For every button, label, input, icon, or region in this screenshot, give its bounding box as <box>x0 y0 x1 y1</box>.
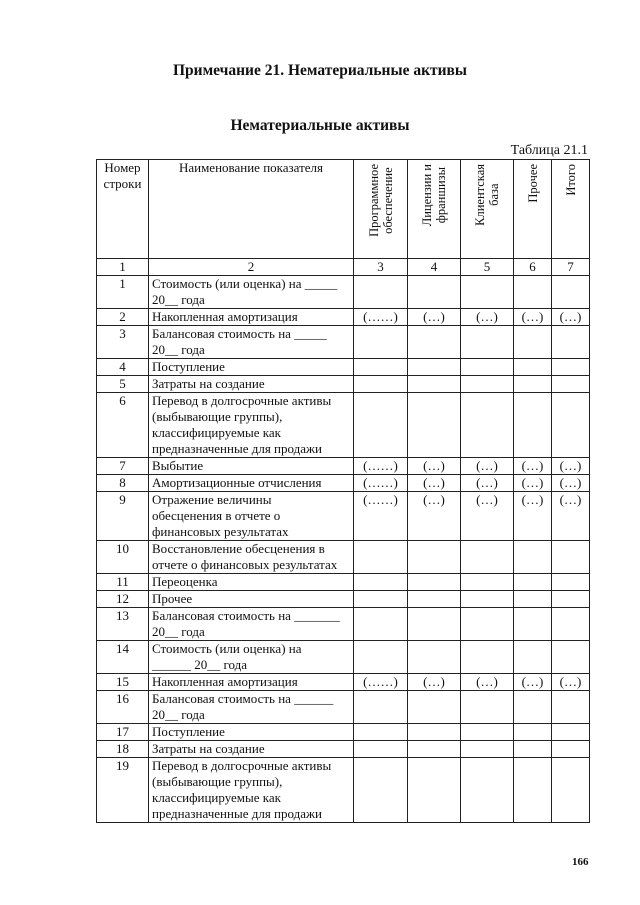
value-cell: (…) <box>514 458 552 475</box>
indicator-label-cell: Восстановление обесценения в отчете о финансовых результатах <box>149 541 354 574</box>
indicator-label-cell: Прочее <box>149 591 354 608</box>
row-number-cell: 9 <box>97 492 149 541</box>
value-cell <box>461 359 514 376</box>
value-cell <box>461 641 514 674</box>
value-cell <box>461 758 514 823</box>
value-cell <box>514 359 552 376</box>
value-cell: (…) <box>461 475 514 492</box>
indicator-label-cell: Затраты на создание <box>149 376 354 393</box>
column-index-cell: 6 <box>514 259 552 276</box>
value-cell: (……) <box>354 458 408 475</box>
indicator-label-cell: Стоимость (или оценка) на _____ 20__ года <box>149 276 354 309</box>
value-cell <box>354 641 408 674</box>
row-number-cell: 12 <box>97 591 149 608</box>
value-cell: (……) <box>354 674 408 691</box>
row-number-cell: 14 <box>97 641 149 674</box>
value-cell <box>552 359 590 376</box>
row-number-cell: 16 <box>97 691 149 724</box>
value-cell <box>552 741 590 758</box>
value-cell <box>461 691 514 724</box>
value-cell: (…) <box>408 309 461 326</box>
section-title: Нематериальные активы <box>230 117 410 134</box>
col-header-software-label: Программное обеспечение <box>366 164 395 237</box>
row-number-cell: 7 <box>97 458 149 475</box>
value-cell: (…) <box>408 492 461 541</box>
value-cell <box>461 591 514 608</box>
row-number-cell: 3 <box>97 326 149 359</box>
value-cell <box>354 574 408 591</box>
value-cell <box>354 741 408 758</box>
column-index-cell: 4 <box>408 259 461 276</box>
table-caption: Таблица 21.1 <box>510 143 588 158</box>
value-cell <box>514 376 552 393</box>
value-cell: (…) <box>461 458 514 475</box>
indicator-label-cell: Перевод в долгосрочные активы (выбывающие группы), классифицируемые как предназначенные для продажи <box>149 393 354 458</box>
value-cell <box>514 641 552 674</box>
value-cell <box>514 393 552 458</box>
value-cell: (…) <box>461 492 514 541</box>
col-header-software <box>354 160 408 259</box>
value-cell <box>514 276 552 309</box>
value-cell: (…) <box>552 309 590 326</box>
value-cell <box>461 541 514 574</box>
indicator-label-cell: Балансовая стоимость на _______ 20__ года <box>149 608 354 641</box>
intangible-assets-table <box>96 159 590 823</box>
row-number-cell: 4 <box>97 359 149 376</box>
value-cell <box>408 541 461 574</box>
table-row <box>97 724 590 741</box>
value-cell <box>408 359 461 376</box>
column-index-cell: 1 <box>97 259 149 276</box>
col-header-total <box>552 160 590 259</box>
row-number-cell: 11 <box>97 574 149 591</box>
table-row <box>97 359 590 376</box>
table-row <box>97 574 590 591</box>
value-cell: (…) <box>552 475 590 492</box>
indicator-label-cell: Стоимость (или оценка) на ______ 20__ года <box>149 641 354 674</box>
row-number-cell: 2 <box>97 309 149 326</box>
table-row <box>97 741 590 758</box>
column-index-cell: 7 <box>552 259 590 276</box>
table-row <box>97 376 590 393</box>
indicator-label-cell: Затраты на создание <box>149 741 354 758</box>
value-cell: (…) <box>552 458 590 475</box>
value-cell: (……) <box>354 492 408 541</box>
table-row <box>97 591 590 608</box>
value-cell <box>408 276 461 309</box>
value-cell <box>514 724 552 741</box>
row-number-cell: 8 <box>97 475 149 492</box>
value-cell <box>354 724 408 741</box>
table-row <box>97 674 590 691</box>
row-number-cell: 15 <box>97 674 149 691</box>
value-cell <box>354 393 408 458</box>
value-cell <box>552 591 590 608</box>
value-cell <box>461 741 514 758</box>
value-cell <box>408 376 461 393</box>
value-cell <box>354 691 408 724</box>
value-cell <box>461 276 514 309</box>
col-header-row-number: Номер строки <box>97 160 149 259</box>
value-cell <box>514 326 552 359</box>
table-row <box>97 475 590 492</box>
value-cell <box>552 393 590 458</box>
table-row <box>97 276 590 309</box>
indicator-label-cell: Переоценка <box>149 574 354 591</box>
value-cell: (…) <box>552 674 590 691</box>
value-cell <box>354 541 408 574</box>
indicator-label-cell: Балансовая стоимость на ______ 20__ года <box>149 691 354 724</box>
value-cell <box>514 608 552 641</box>
row-number-cell: 10 <box>97 541 149 574</box>
row-number-cell: 1 <box>97 276 149 309</box>
value-cell <box>408 608 461 641</box>
value-cell: (…) <box>514 309 552 326</box>
value-cell <box>354 276 408 309</box>
value-cell <box>514 541 552 574</box>
table-row <box>97 309 590 326</box>
column-index-cell: 2 <box>149 259 354 276</box>
value-cell <box>408 724 461 741</box>
value-cell <box>552 608 590 641</box>
col-header-client-base <box>461 160 514 259</box>
value-cell: (…) <box>408 458 461 475</box>
value-cell <box>408 326 461 359</box>
note-title: Примечание 21. Нематериальные активы <box>172 62 468 79</box>
row-number-cell: 17 <box>97 724 149 741</box>
col-header-indicator: Наименование показателя <box>149 160 354 259</box>
value-cell <box>408 741 461 758</box>
table-row <box>97 326 590 359</box>
indicator-label-cell: Поступление <box>149 359 354 376</box>
row-number-cell: 6 <box>97 393 149 458</box>
table-row <box>97 758 590 823</box>
indicator-label-cell: Амортизационные отчисления <box>149 475 354 492</box>
value-cell <box>461 393 514 458</box>
table-row <box>97 691 590 724</box>
table-row <box>97 393 590 458</box>
table-row <box>97 492 590 541</box>
column-index-cell: 3 <box>354 259 408 276</box>
value-cell <box>461 326 514 359</box>
value-cell <box>552 724 590 741</box>
value-cell <box>408 574 461 591</box>
col-header-licenses <box>408 160 461 259</box>
indicator-label-cell: Накопленная амортизация <box>149 674 354 691</box>
value-cell <box>461 574 514 591</box>
indicator-label-cell: Перевод в долгосрочные активы (выбывающие группы), классифицируемые как предназначенные для продажи <box>149 758 354 823</box>
value-cell <box>552 326 590 359</box>
value-cell: (…) <box>514 674 552 691</box>
value-cell <box>461 376 514 393</box>
value-cell <box>552 376 590 393</box>
value-cell <box>461 724 514 741</box>
value-cell: (…) <box>408 674 461 691</box>
col-header-other-label: Прочее <box>525 164 540 203</box>
value-cell: (…) <box>461 674 514 691</box>
value-cell <box>354 608 408 641</box>
column-index-row <box>97 259 590 276</box>
col-header-total-label: Итого <box>563 164 578 196</box>
indicator-label-cell: Накопленная амортизация <box>149 309 354 326</box>
value-cell <box>552 641 590 674</box>
col-header-licenses-label: Лицензии и франшизы <box>420 164 448 227</box>
table-row <box>97 641 590 674</box>
value-cell <box>514 758 552 823</box>
value-cell <box>514 574 552 591</box>
value-cell <box>552 276 590 309</box>
indicator-label-cell: Отражение величины обесценения в отчете о финансовых результатах <box>149 492 354 541</box>
indicator-label-cell: Выбытие <box>149 458 354 475</box>
column-index-cell: 5 <box>461 259 514 276</box>
page-number: 166 <box>572 856 589 868</box>
row-number-cell: 19 <box>97 758 149 823</box>
value-cell: (…) <box>552 492 590 541</box>
value-cell: (……) <box>354 309 408 326</box>
row-number-cell: 5 <box>97 376 149 393</box>
value-cell <box>408 641 461 674</box>
table-row <box>97 458 590 475</box>
value-cell <box>461 608 514 641</box>
value-cell <box>514 691 552 724</box>
value-cell <box>354 758 408 823</box>
value-cell <box>354 326 408 359</box>
indicator-label-cell: Балансовая стоимость на _____ 20__ года <box>149 326 354 359</box>
value-cell <box>552 691 590 724</box>
value-cell <box>552 574 590 591</box>
value-cell: (…) <box>461 309 514 326</box>
value-cell <box>514 591 552 608</box>
value-cell: (……) <box>354 475 408 492</box>
row-number-cell: 18 <box>97 741 149 758</box>
value-cell <box>552 541 590 574</box>
table-row <box>97 608 590 641</box>
value-cell: (…) <box>408 475 461 492</box>
col-header-other <box>514 160 552 259</box>
value-cell: (…) <box>514 475 552 492</box>
value-cell <box>354 591 408 608</box>
value-cell <box>552 758 590 823</box>
table-row <box>97 541 590 574</box>
value-cell <box>408 758 461 823</box>
indicator-label-cell: Поступление <box>149 724 354 741</box>
value-cell <box>408 691 461 724</box>
value-cell <box>408 393 461 458</box>
value-cell <box>408 591 461 608</box>
value-cell <box>354 376 408 393</box>
table-header-row <box>97 160 590 259</box>
row-number-cell: 13 <box>97 608 149 641</box>
value-cell: (…) <box>514 492 552 541</box>
value-cell <box>354 359 408 376</box>
value-cell <box>514 741 552 758</box>
col-header-client-base-label: Клиентская база <box>473 164 501 226</box>
